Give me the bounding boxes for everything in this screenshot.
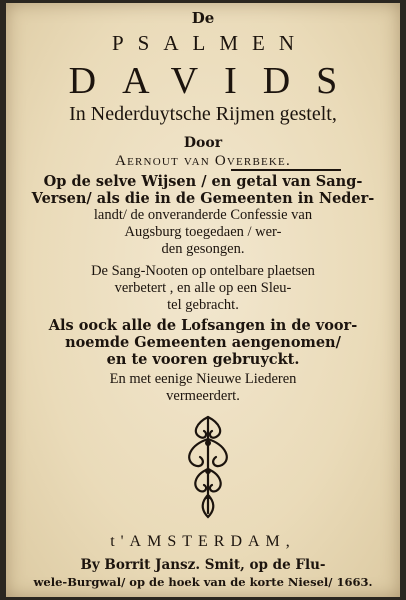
author-underline	[231, 169, 341, 171]
paragraph-3-line: en te vooren gebruyckt.	[106, 351, 300, 368]
title-davids: DAVIDS	[68, 60, 364, 102]
paragraph-1-line: landt/ de onveranderde Confessie van	[93, 207, 313, 223]
paragraph-1-line: Op de selve Wijsen / en getal van Sang-	[43, 173, 363, 190]
paragraph-2-line: tel gebracht.	[167, 297, 239, 313]
paragraph-1-line: Versen/ als die in de Gemeenten in Neder-	[31, 190, 375, 207]
paragraph-2-line: De Sang-Nooten op ontelbare plaetsen	[91, 263, 315, 279]
door-label: Door	[183, 135, 223, 151]
imprint-city: t'AMSTERDAM,	[110, 533, 296, 550]
fleuron-ornament-icon	[178, 413, 238, 521]
paragraph-1-line: Augsburg toegedaen / wer-	[124, 224, 282, 240]
imprint-line-1: By Borrit Jansz. Smit, op de Flu-	[80, 557, 326, 573]
paragraph-3-line: Als oock alle de Lofsangen in de voor-	[48, 317, 358, 334]
title-psalmen: PSALMEN	[111, 31, 309, 55]
author-name: Aernout van Overbeke.	[115, 153, 291, 169]
paragraph-4-line: vermeerdert.	[166, 388, 240, 404]
imprint-line-2: wele-Burgwal/ op de hoek van de korte Niesel/ 1663.	[33, 575, 373, 589]
paragraph-4-line: En met eenige Nieuwe Liederen	[109, 371, 297, 387]
paragraph-1-line: den gesongen.	[161, 241, 245, 257]
heading-de: De	[191, 9, 215, 27]
paragraph-2-line: verbetert , en alle op een Sleu-	[114, 280, 292, 296]
subtitle: In Nederduytsche Rijmen gestelt,	[69, 103, 337, 125]
title-page	[6, 3, 400, 597]
paragraph-3-line: noemde Gemeenten aengenomen/	[65, 334, 341, 351]
